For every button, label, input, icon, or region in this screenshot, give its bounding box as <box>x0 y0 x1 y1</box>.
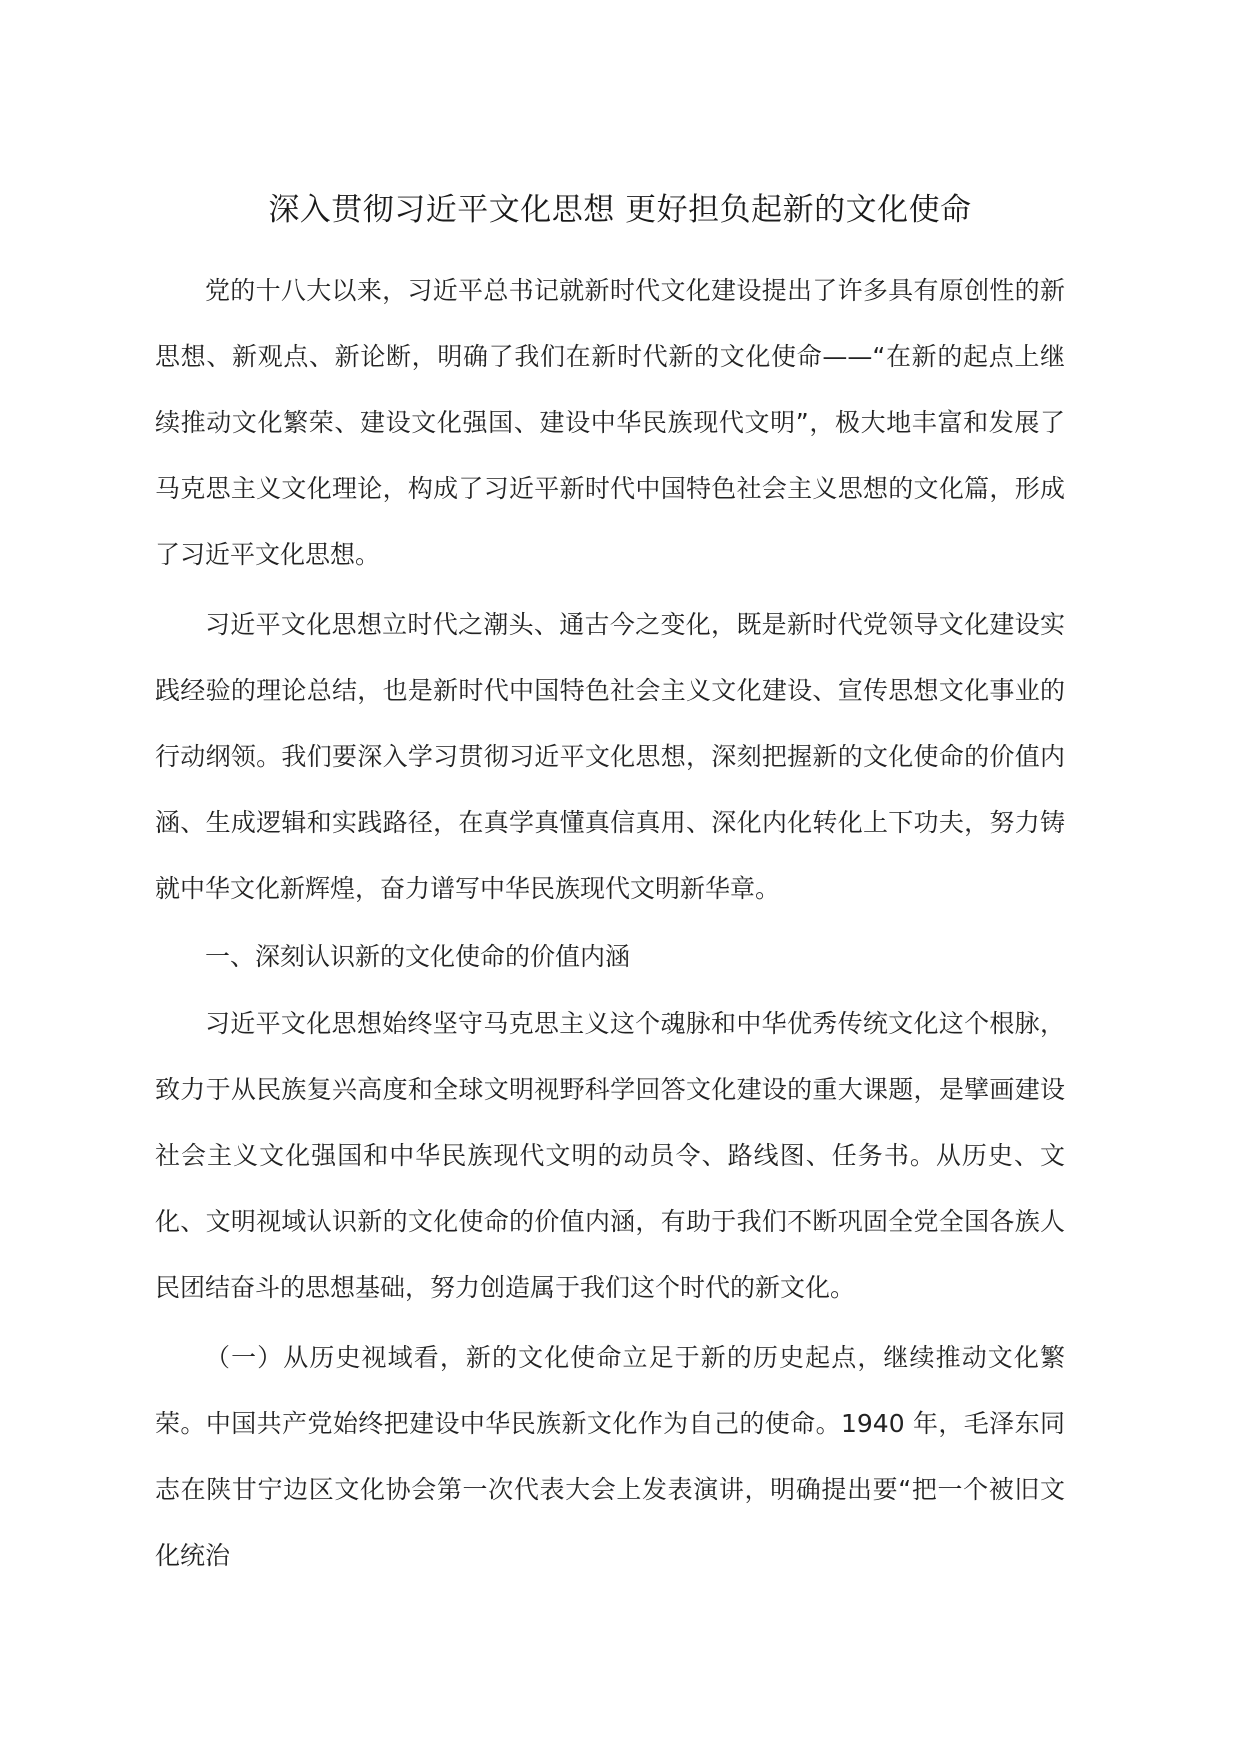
document-title: 深入贯彻习近平文化思想 更好担负起新的文化使命 <box>268 192 972 228</box>
paragraph: 习近平文化思想立时代之潮头、通古今之变化，既是新时代党领导文化建设实践经验的理论总结，也是新时代中国特色社会主义文化建设、宣传思想文化事业的行动纲领。我们要深入学习贯彻习近平文化思想，深刻把握新的文化使命的价值内涵、生成逻辑和实践路径，在真学真懂真信真用、深化内化转化上下功夫，努力铸就中华文化新辉煌，奋力谱写中华民族现代文明新华章。 <box>155 610 1065 903</box>
section-heading-block <box>155 924 1065 990</box>
paragraph: （一）从历史视域看，新的文化使命立足于新的历史起点，继续推动文化繁荣。中国共产党始终把建设中华民族新文化作为自己的使命。1940 年，毛泽东同志在陕甘宁边区文化协会第一次代表大会上发表演讲，明确提出要“把一个被旧文化统治 <box>155 1343 1065 1570</box>
paragraph: 习近平文化思想始终坚守马克思主义这个魂脉和中华优秀传统文化这个根脉，致力于从民族复兴高度和全球文明视野科学回答文化建设的重大课题，是擘画建设社会主义文化强国和中华民族现代文明的动员令、路线图、任务书。从历史、文化、文明视域认识新的文化使命的价值内涵，有助于我们不断巩固全党全国各族人民团结奋斗的思想基础，努力创造属于我们这个时代的新文化。 <box>155 1009 1065 1302</box>
paragraph-history-view <box>155 1325 1065 1589</box>
section-heading: 一、深刻认识新的文化使命的价值内涵 <box>205 942 631 971</box>
paragraph: 党的十八大以来，习近平总书记就新时代文化建设提出了许多具有原创性的新思想、新观点、新论断，明确了我们在新时代新的文化使命——“在新的起点上继续推动文化繁荣、建设文化强国、建设中华民族现代文明”，极大地丰富和发展了马克思主义文化理论，构成了习近平新时代中国特色社会主义思想的文化篇，形成了习近平文化思想。 <box>155 276 1065 569</box>
paragraph-intro <box>155 258 1065 588</box>
paragraph-value-content <box>155 991 1065 1321</box>
paragraph-significance <box>155 592 1065 922</box>
